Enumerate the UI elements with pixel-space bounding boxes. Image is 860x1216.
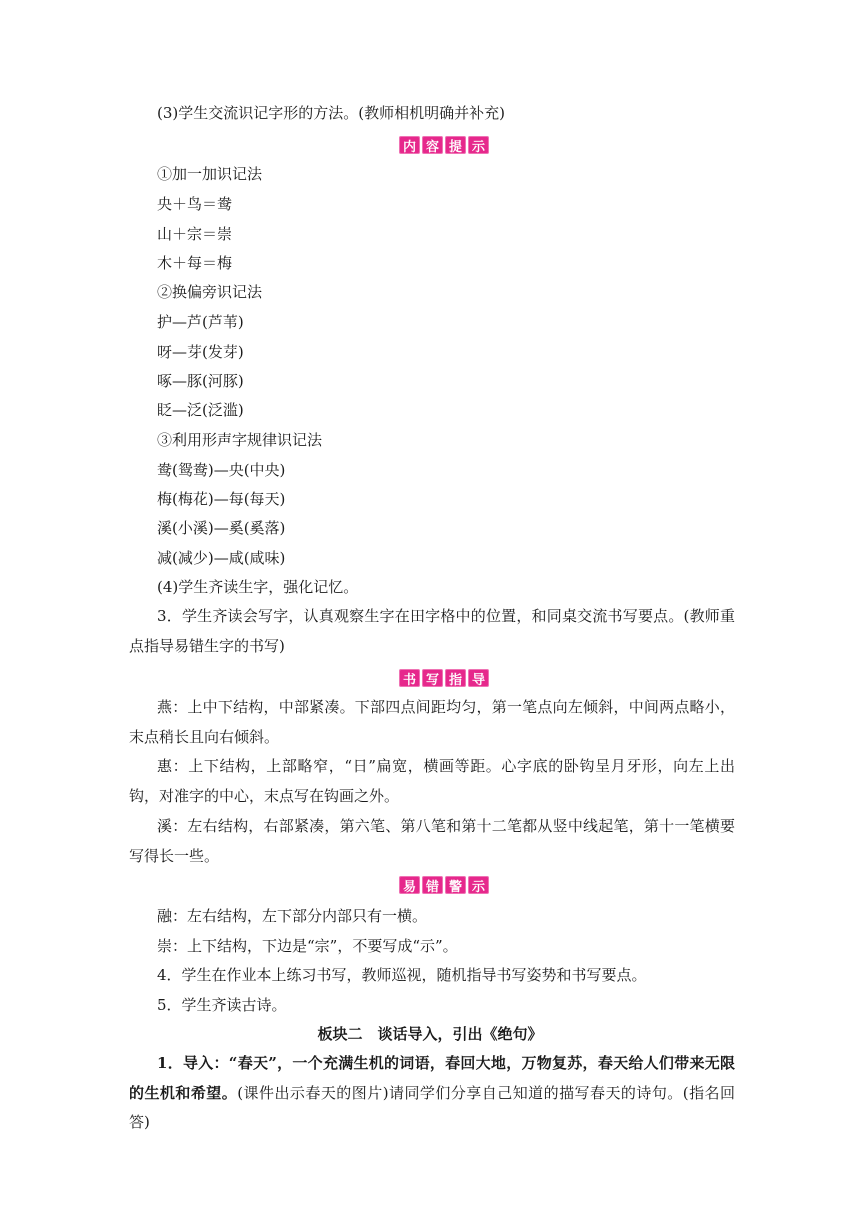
badge-char: 写 <box>422 669 443 687</box>
paragraph-intro <box>129 1049 735 1138</box>
writing-guide-badge <box>395 668 493 688</box>
text-line: ①加一加识记法 <box>157 165 263 183</box>
text-line: ②换偏旁识记法 <box>157 283 263 301</box>
intro-bold-text: 1．导入：“春天”，一个充满生机的词语，春回大地，万物复苏，春天给人们带来无限的生机和希望。 <box>129 1054 735 1102</box>
text-line: 溪(小溪)—奚(奚落) <box>157 519 286 537</box>
paragraph-xi: 溪：左右结构，右部紧凑，第六笔、第八笔和第十二笔都从竖中线起笔，第十一笔横要写得长一些。 <box>129 817 735 865</box>
text-line: 山＋宗＝崇 <box>157 225 233 243</box>
text-line: 融：左右结构，左下部分内部只有一横。 <box>157 907 428 925</box>
text-line: (4)学生齐读生字，强化记忆。 <box>157 578 359 596</box>
badge-char: 指 <box>445 669 466 687</box>
text-line: ③利用形声字规律识记法 <box>157 431 323 449</box>
text-line: 眨—泛(泛滥) <box>157 401 244 419</box>
paragraph-yan: 燕：上中下结构，中部紧凑。下部四点间距均匀，第一笔点向左倾斜，中间两点略小，末点稍长且向右倾斜。 <box>129 698 735 746</box>
badge-char: 内 <box>399 136 420 154</box>
badge-char: 书 <box>399 669 420 687</box>
text-line: (3)学生交流识记字形的方法。(教师相机明确并补充) <box>157 104 505 122</box>
intro-regular-text: (课件出示春天的图片)请同学们分享自己知道的描写春天的诗句。(指名回答) <box>129 1083 735 1131</box>
badge-char: 易 <box>399 876 420 894</box>
badge-char: 示 <box>468 876 489 894</box>
badge-char: 提 <box>445 136 466 154</box>
text-line: 鸯(鸳鸯)—央(中央) <box>157 461 286 479</box>
text-line: 护—芦(芦苇) <box>157 313 244 331</box>
badge-char: 容 <box>422 136 443 154</box>
text-line: 央＋鸟＝鸯 <box>157 195 233 213</box>
text-line: 呀—芽(发芽) <box>157 343 244 361</box>
text-line: 啄—豚(河豚) <box>157 372 244 390</box>
badge-char: 导 <box>468 669 489 687</box>
badge-char: 示 <box>468 136 489 154</box>
content-tips-badge <box>395 135 493 155</box>
badge-char: 警 <box>445 876 466 894</box>
text-line: 减(减少)—咸(咸味) <box>157 549 286 567</box>
badge-char: 错 <box>422 876 443 894</box>
paragraph-3: 3．学生齐读会写字，认真观察生字在田字格中的位置，和同桌交流书写要点。(教师重点指导易错生字的书写) <box>129 607 735 655</box>
error-warning-badge <box>395 875 493 895</box>
text-line: 梅(梅花)—每(每天) <box>157 490 286 508</box>
text-line: 木＋每＝梅 <box>157 254 233 272</box>
text-line: 崇：上下结构，下边是“宗”，不要写成“示”。 <box>157 937 458 955</box>
section-heading: 板块二 谈话导入，引出《绝句》 <box>317 1025 543 1043</box>
paragraph-hui: 惠：上下结构，上部略窄，“日”扁宽，横画等距。心字底的卧钩呈月牙形，向左上出钩，对准字的中心，末点写在钩画之外。 <box>129 757 735 805</box>
text-line: 4．学生在作业本上练习书写，教师巡视，随机指导书写姿势和书写要点。 <box>157 966 647 984</box>
text-line: 5．学生齐读古诗。 <box>157 996 287 1014</box>
